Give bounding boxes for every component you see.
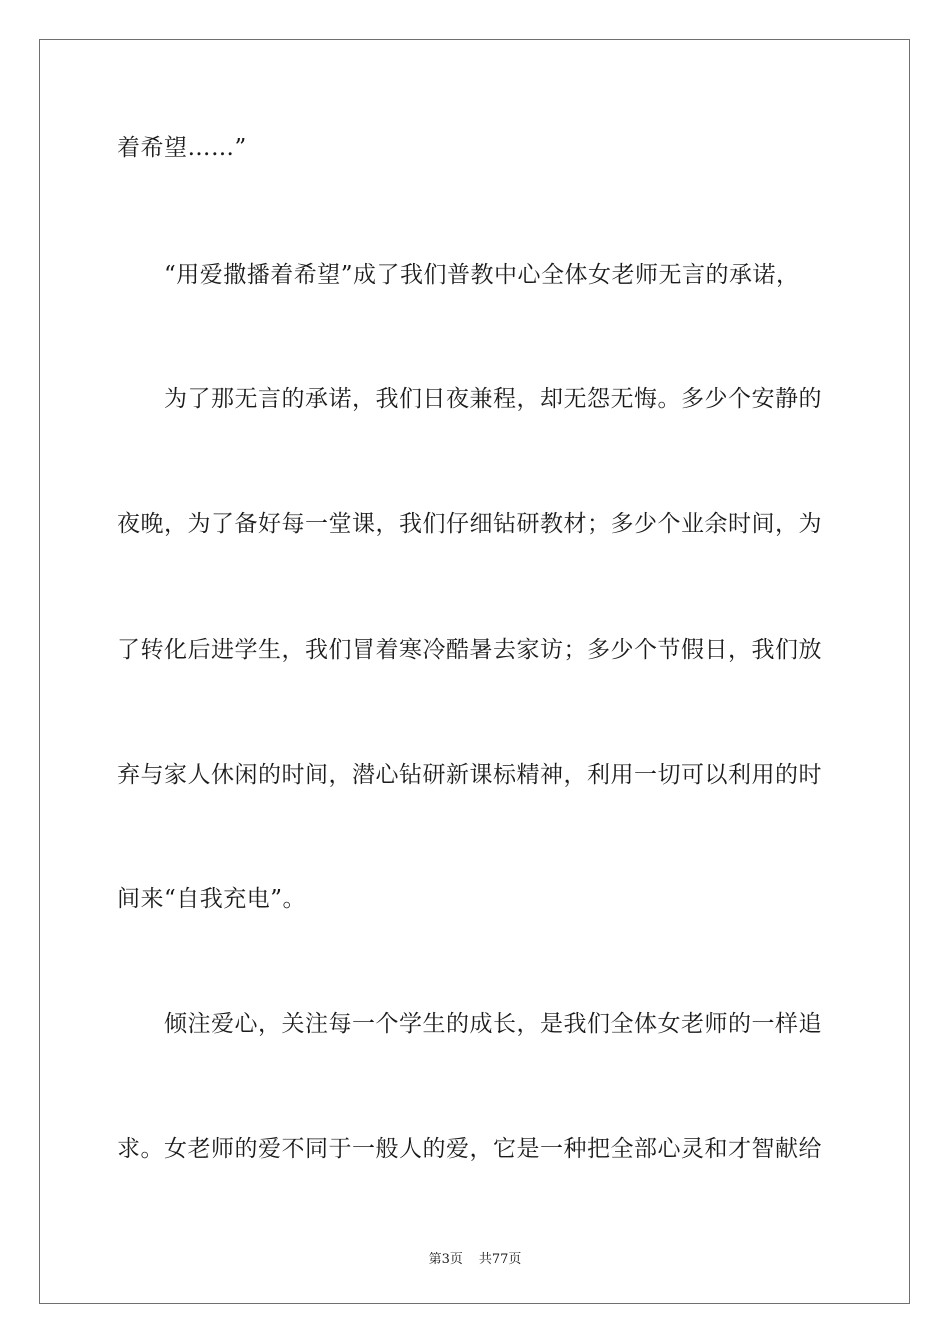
text-line-4: 夜晚，为了备好每一堂课，我们仔细钻研教材；多少个业余时间，为	[117, 511, 822, 537]
text-line-9: 求。女老师的爱不同于一般人的爱，它是一种把全部心灵和才智献给	[117, 1136, 822, 1162]
text-line-5: 了转化后进学生，我们冒着寒冷酷暑去家访；多少个节假日，我们放	[117, 637, 822, 663]
text-line-8: 倾注爱心，关注每一个学生的成长，是我们全体女老师的一样追	[164, 1011, 822, 1037]
text-line-7: 间来“自我充电”。	[117, 886, 307, 912]
page-number: 第3页	[428, 1252, 463, 1267]
page-total: 共77页	[478, 1252, 522, 1267]
page-border	[39, 39, 910, 1304]
text-line-3: 为了那无言的承诺，我们日夜兼程，却无怨无悔。多少个安静的	[164, 386, 822, 412]
text-line-6: 弃与家人休闲的时间，潜心钻研新课标精神，利用一切可以利用的时	[117, 762, 822, 788]
text-line-2: “用爱撒播着希望”成了我们普教中心全体女老师无言的承诺，	[164, 262, 800, 288]
page-footer	[0, 1248, 950, 1267]
text-line-1: 着希望……”	[117, 135, 247, 161]
